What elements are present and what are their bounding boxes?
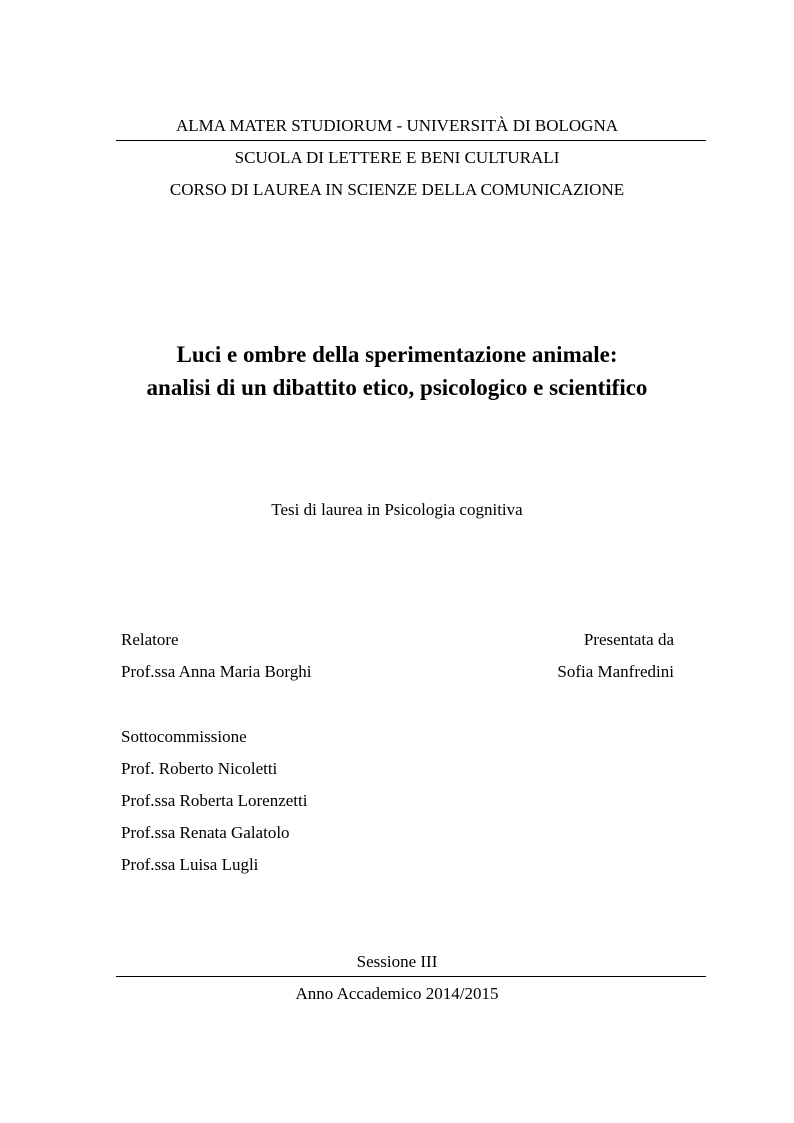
subcommission-label: Sottocommissione — [121, 727, 247, 746]
presenter-label: Presentata da — [583, 630, 674, 649]
supervisor-label: Relatore — [121, 630, 179, 649]
supervisor-name: Prof.ssa Anna Maria Borghi — [121, 662, 312, 681]
thesis-title-line-2: analisi di un dibattito etico, psicologico e scientifico — [146, 375, 648, 400]
subcommission-member: Prof.ssa Luisa Lugli — [121, 855, 259, 874]
academic-year: Anno Accademico 2014/2015 — [295, 984, 499, 1003]
session: Sessione III — [356, 952, 438, 971]
thesis-title-line-1: Luci e ombre della sperimentazione animale: — [176, 342, 618, 367]
school-name: SCUOLA DI LETTERE E BENI CULTURALI — [234, 148, 560, 167]
presenter-name: Sofia Manfredini — [557, 662, 674, 681]
subcommission-member: Prof.ssa Renata Galatolo — [121, 823, 290, 842]
university-name: ALMA MATER STUDIORUM - UNIVERSITÀ DI BOLOGNA — [176, 116, 618, 135]
footer-divider — [116, 976, 706, 977]
subcommission-member: Prof. Roberto Nicoletti — [121, 759, 278, 778]
thesis-type: Tesi di laurea in Psicologia cognitiva — [271, 500, 523, 519]
header-divider — [116, 140, 706, 141]
subcommission-member: Prof.ssa Roberta Lorenzetti — [121, 791, 308, 810]
course-name: CORSO DI LAUREA IN SCIENZE DELLA COMUNICAZIONE — [169, 180, 625, 199]
